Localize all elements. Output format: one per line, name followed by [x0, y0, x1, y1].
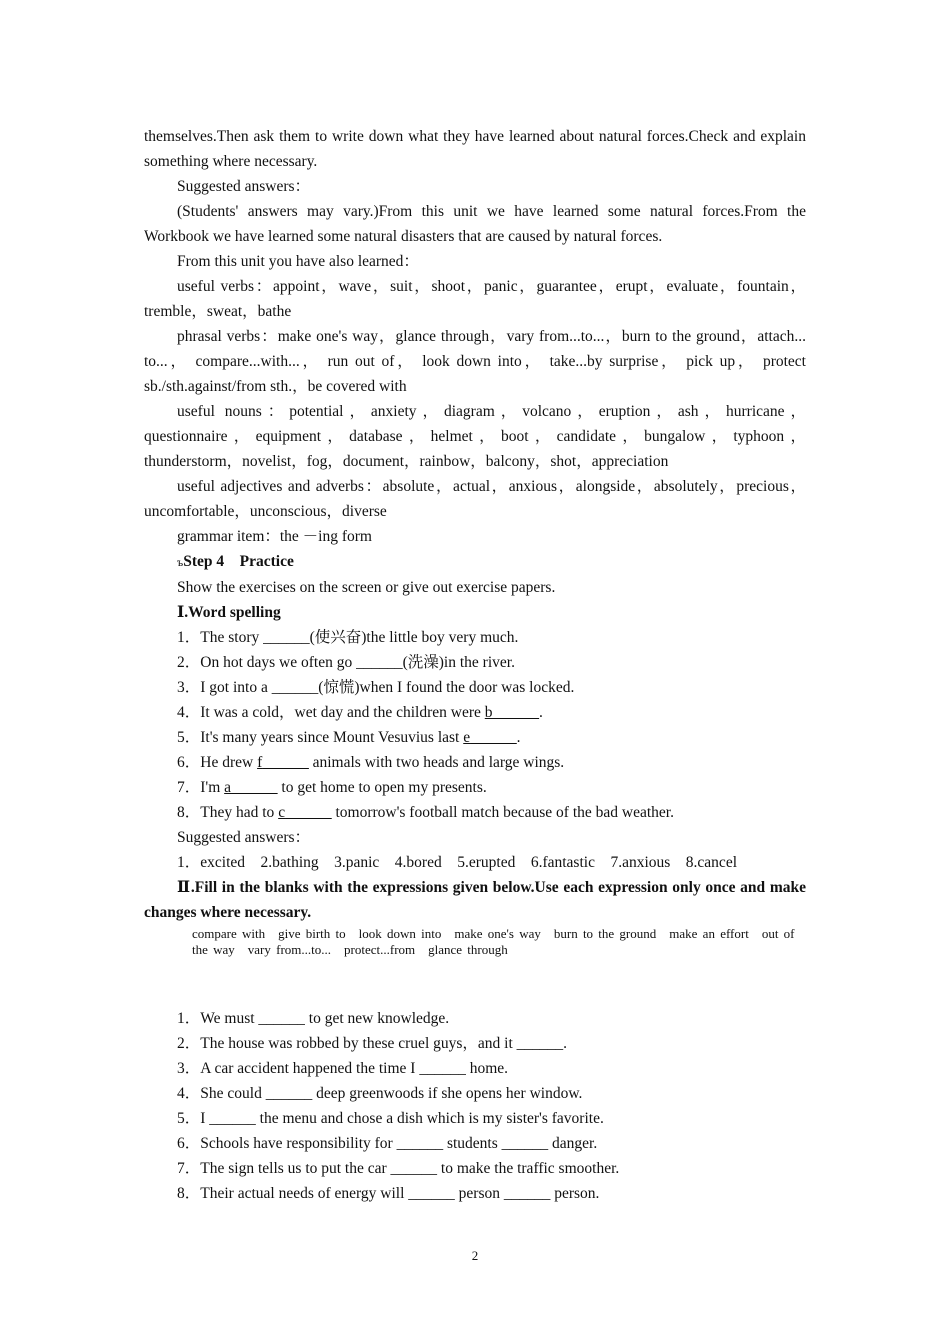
item-text: A car accident happened the time I ______ home.: [200, 1060, 509, 1077]
item-number: 7．: [177, 1160, 201, 1177]
item-number: 3．: [177, 679, 201, 696]
item-number: 2．: [177, 654, 201, 671]
fill-blank-item: [144, 1106, 806, 1131]
step4-description: Show the exercises on the screen or give out exercise papers.: [177, 579, 556, 596]
item-text: I got into a ______(惊慌)when I found the door was locked.: [200, 679, 575, 696]
item-number: 4．: [177, 704, 201, 721]
item-text: I'm: [200, 779, 225, 796]
item-blank[interactable]: ______: [285, 804, 332, 821]
item-text-end: .: [516, 729, 521, 746]
item-text: On hot days we often go ______(洗澡)in the river.: [200, 654, 515, 671]
item-blank[interactable]: ______: [470, 729, 517, 746]
fill-blank-item: [144, 1056, 806, 1081]
item-text: I ______ the menu and chose a dish which is my sister's favorite.: [200, 1110, 604, 1127]
item-blank[interactable]: ______: [231, 779, 278, 796]
item-number: 1．: [177, 1010, 201, 1027]
page-number: 2: [471, 1248, 479, 1263]
item-text: The story ______(使兴奋)the little boy very much.: [200, 629, 519, 646]
item-text: We must ______ to get new knowledge.: [200, 1010, 450, 1027]
document-body: [144, 124, 806, 1206]
item-text: He drew: [200, 754, 258, 771]
item-number: 1．: [177, 629, 201, 646]
item-text: The sign tells us to put the car ______ to make the traffic smoother.: [200, 1160, 620, 1177]
item-hint-letter: c: [278, 804, 286, 821]
item-text-end: .: [539, 704, 543, 721]
section2-title: Ⅱ.Fill in the blanks with the expressions given below.Use each expression only once and make changes where necessary.: [144, 879, 806, 921]
item-number: 5．: [177, 1110, 201, 1127]
phrasal-verbs: phrasal verbs：make one's way，glance through，vary from...to...，burn to the ground，attach... to...， compare...with...， run out of， look down into， take...by surprise， pick up， protect sb./sth.against/from sth.，be covered with: [144, 328, 806, 395]
fill-blank-item: [144, 1006, 806, 1031]
grammar-item: grammar item：the －ing form: [177, 528, 372, 545]
item-number: 2．: [177, 1035, 201, 1052]
item-hint-letter: b: [484, 704, 493, 721]
word-spelling-item: [144, 750, 806, 775]
fill-blank-list: [144, 1006, 806, 1206]
step4-mark: ъ: [177, 555, 184, 569]
item-number: 3．: [177, 1060, 201, 1077]
suggested-answers-label: Suggested answers：: [177, 178, 311, 195]
useful-nouns: useful nouns：potential，anxiety，diagram，volcano，eruption，ash，hurricane，questionnaire，equipment，database，helmet，boot，candidate，bungalow，typhoon，thunderstorm，novelist，fog，document，rainbow，balcony，shot，appreciation: [144, 403, 806, 470]
item-text-end: to get home to open my presents.: [277, 779, 487, 796]
item-blank[interactable]: ______: [492, 704, 540, 721]
word-spelling-item: [144, 700, 806, 725]
intro-paragraph: themselves.Then ask them to write down what they have learned about natural forces.Check and explain something where necessary.: [144, 128, 806, 170]
item-text: She could ______ deep greenwoods if she opens her window.: [200, 1085, 583, 1102]
item-number: 6．: [177, 754, 201, 771]
word-spelling-item: [144, 725, 806, 750]
item-text-end: animals with two heads and large wings.: [308, 754, 565, 771]
section1-answers: 1．excited 2.bathing 3.panic 4.bored 5.erupted 6.fantastic 7.anxious 8.cancel: [177, 854, 737, 871]
section1-title: Ⅰ.Word spelling: [177, 604, 281, 621]
fill-blank-item: [144, 1156, 806, 1181]
section1-suggested-label: Suggested answers：: [177, 829, 311, 846]
item-blank[interactable]: ______: [262, 754, 309, 771]
item-hint-letter: f: [257, 754, 263, 771]
fill-blank-item: [144, 1181, 806, 1206]
word-spelling-item: [144, 625, 806, 650]
item-hint-letter: a: [224, 779, 232, 796]
word-spelling-list: [144, 625, 806, 825]
item-number: 4．: [177, 1085, 201, 1102]
item-number: 7．: [177, 779, 201, 796]
item-text: It was a cold，wet day and the children were: [200, 704, 485, 721]
word-spelling-item: [144, 650, 806, 675]
fill-blank-item: [144, 1081, 806, 1106]
learned-intro: From this unit you have also learned：: [177, 253, 419, 270]
item-text: The house was robbed by these cruel guys，and it ______.: [200, 1035, 568, 1052]
item-text-end: tomorrow's football match because of the bad weather.: [331, 804, 674, 821]
item-text: It's many years since Mount Vesuvius last: [200, 729, 464, 746]
item-number: 8．: [177, 804, 201, 821]
word-spelling-item: [144, 775, 806, 800]
item-text: They had to: [200, 804, 279, 821]
fill-blank-item: [144, 1131, 806, 1156]
item-hint-letter: e: [463, 729, 471, 746]
item-text: Schools have responsibility for ______ students ______ danger.: [200, 1135, 598, 1152]
useful-adjectives: useful adjectives and adverbs：absolute，actual，anxious，alongside，absolutely，precious，uncomfortable，unconscious，diverse: [144, 478, 806, 520]
item-text: Their actual needs of energy will ______ person ______ person.: [200, 1185, 600, 1202]
word-spelling-item: [144, 675, 806, 700]
word-spelling-item: [144, 800, 806, 825]
useful-verbs: useful verbs：appoint，wave，suit，shoot，panic，guarantee，erupt，evaluate，fountain，tremble，sweat，bathe: [144, 278, 806, 320]
item-number: 5．: [177, 729, 201, 746]
item-number: 8．: [177, 1185, 201, 1202]
step4-heading: [144, 549, 806, 575]
fill-blank-item: [144, 1031, 806, 1056]
step4-title: Step 4 Practice: [183, 553, 294, 570]
item-number: 6．: [177, 1135, 201, 1152]
expression-box: compare with give birth to look down into make one's way burn to the ground make an effort out of the way vary from...to... protect...from glance through: [192, 926, 795, 957]
answer-paragraph: (Students' answers may vary.)From this unit we have learned some natural forces.From the Workbook we have learned some natural disasters that are caused by natural forces.: [144, 203, 806, 245]
